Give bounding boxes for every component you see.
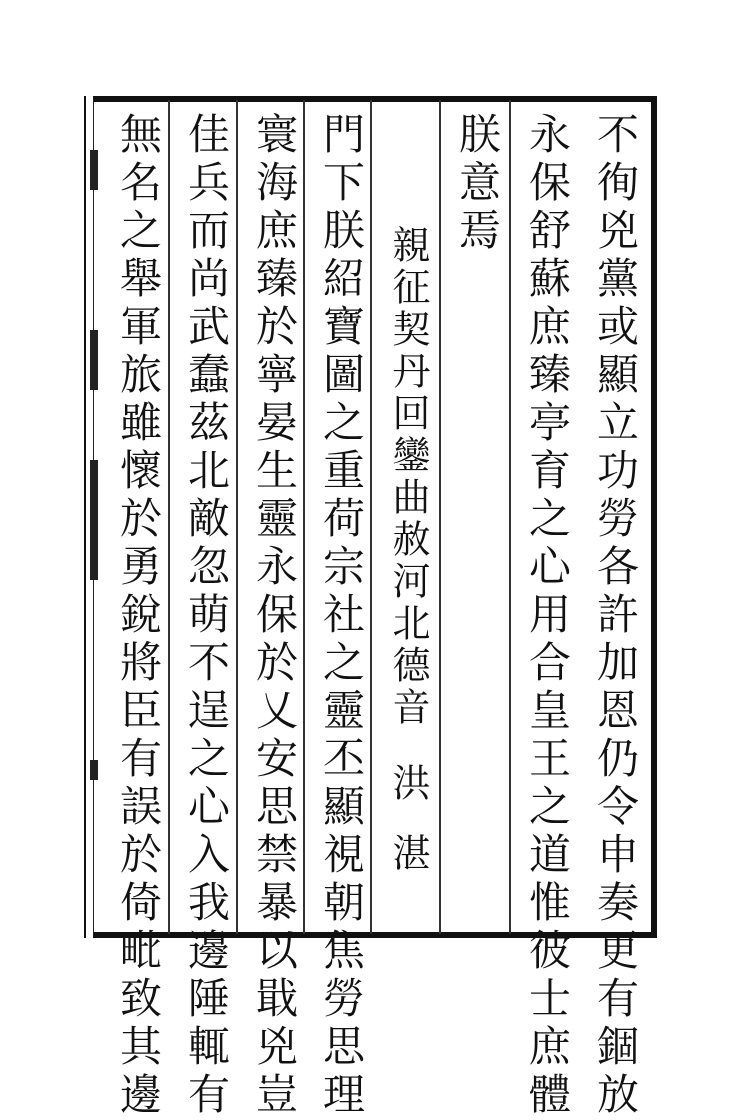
text-column-3: 朕意焉 xyxy=(453,112,502,256)
column-rule xyxy=(509,100,511,934)
title-column xyxy=(378,225,438,1035)
text-column-1: 不徇兇黨或顯立功勞各許加恩仍令申奏更有錮放 xyxy=(591,112,640,1120)
text-column-7: 佳兵而尚武蠢茲北敵忽萌不逞之心入我邊陲輒有 xyxy=(182,112,231,1120)
text-column-2: 永保舒蘇庶臻亭育之心用合皇王之道惟彼士庶體 xyxy=(523,112,572,1120)
document-title: 親征契丹回鑾曲赦河北德音 xyxy=(386,225,430,729)
column-rule xyxy=(236,100,238,934)
text-column-6: 寰海庶臻於寧晏生靈永保於乂安思禁暴以戢兇豈 xyxy=(250,112,299,1120)
column-rule xyxy=(168,100,170,934)
text-column-5: 門下朕紹寶圖之重荷宗社之靈丕顯視朝焦勞思理 xyxy=(317,112,366,1120)
text-column-8: 無名之舉軍旅雖懷於勇銳將臣有誤於倚毗致其邊 xyxy=(114,112,163,1120)
author-name: 洪湛 xyxy=(386,763,430,903)
column-rule xyxy=(439,100,441,934)
